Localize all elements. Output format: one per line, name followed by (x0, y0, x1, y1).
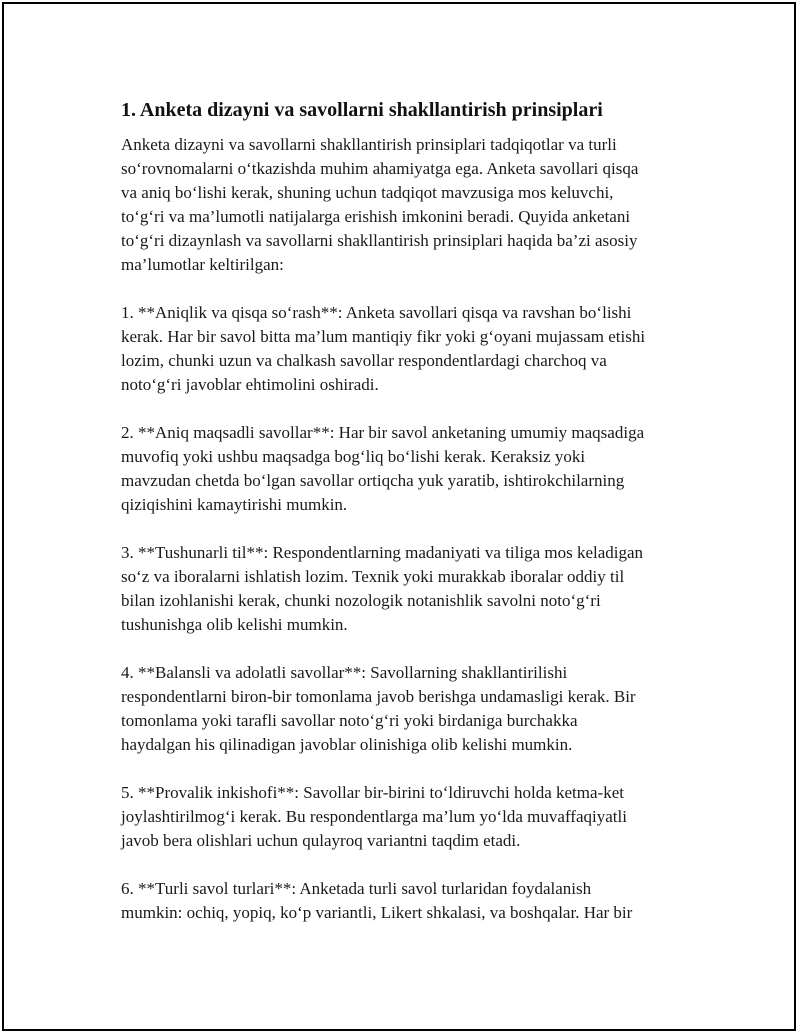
text-line: joylashtirilmog‘i kerak. Bu respondentlarga ma’lum yo‘lda muvaffaqiyatli (121, 807, 627, 826)
principle-6-paragraph (121, 877, 721, 925)
text-line: ma’lumotlar keltirilgan: (121, 255, 284, 274)
text-line: so‘rovnomalarni o‘tkazishda muhim ahamiyatga ega. Anketa savollari qisqa (121, 159, 639, 178)
text-line: 1. **Aniqlik va qisqa so‘rash**: Anketa savollari qisqa va ravshan bo‘lishi (121, 303, 632, 322)
text-line: kerak. Har bir savol bitta ma’lum mantiqiy fikr yoki g‘oyani mujassam etishi (121, 327, 646, 346)
principle-4-paragraph (121, 661, 721, 757)
document-body (121, 97, 721, 949)
text-line: tushunishga olib kelishi mumkin. (121, 615, 348, 634)
text-line: 2. **Aniq maqsadli savollar**: Har bir savol anketaning umumiy maqsadiga (121, 423, 645, 442)
text-line: 5. **Provalik inkishofi**: Savollar bir-birini to‘ldiruvchi holda ketma-ket (121, 783, 624, 802)
text-line: muvofiq yoki ushbu maqsadga bog‘liq bo‘lishi kerak. Keraksiz yoki (121, 447, 586, 466)
page-frame (2, 2, 796, 1031)
text-line: bilan izohlanishi kerak, chunki nozologik notanishlik savolni noto‘g‘ri (121, 591, 601, 610)
text-line: 4. **Balansli va adolatli savollar**: Savollarning shakllantirilishi (121, 663, 568, 682)
text-line: to‘g‘ri dizaynlash va savollarni shakllantirish prinsiplari haqida ba’zi asosiy (121, 231, 638, 250)
principle-1-paragraph (121, 301, 721, 397)
text-line: 6. **Turli savol turlari**: Anketada turli savol turlaridan foydalanish (121, 879, 592, 898)
text-line: haydalgan his qilinadigan javoblar olinishiga olib kelishi mumkin. (121, 735, 573, 754)
principle-5-paragraph (121, 781, 721, 853)
text-line: respondentlarni biron-bir tomonlama javob berishga undamasligi kerak. Bir (121, 687, 636, 706)
text-line: 3. **Tushunarli til**: Respondentlarning madaniyati va tiliga mos keladigan (121, 543, 644, 562)
text-line: so‘z va iboralarni ishlatish lozim. Texnik yoki murakkab iboralar oddiy til (121, 567, 625, 586)
page-title: 1. Anketa dizayni va savollarni shakllantirish prinsiplari (121, 99, 603, 121)
text-line: to‘g‘ri va ma’lumotli natijalarga erishish imkonini beradi. Quyida anketani (121, 207, 631, 226)
text-line: mumkin: ochiq, yopiq, ko‘p variantli, Likert shkalasi, va boshqalar. Har bir (121, 903, 633, 922)
text-line: qiziqishini kamaytirishi mumkin. (121, 495, 348, 514)
principle-3-paragraph (121, 541, 721, 637)
principle-2-paragraph (121, 421, 721, 517)
text-line: javob bera olishlari uchun qulayroq variantni taqdim etadi. (121, 831, 521, 850)
text-line: Anketa dizayni va savollarni shakllantirish prinsiplari tadqiqotlar va turli (121, 135, 617, 154)
text-line: lozim, chunki uzun va chalkash savollar respondentlardagi charchoq va (121, 351, 607, 370)
text-line: va aniq bo‘lishi kerak, shuning uchun tadqiqot mavzusiga mos keluvchi, (121, 183, 614, 202)
text-line: noto‘g‘ri javoblar ehtimolini oshiradi. (121, 375, 379, 394)
intro-paragraph (121, 133, 721, 277)
text-line: tomonlama yoki tarafli savollar noto‘g‘ri yoki birdaniga burchakka (121, 711, 578, 730)
text-line: mavzudan chetda bo‘lgan savollar ortiqcha yuk yaratib, ishtirokchilarning (121, 471, 625, 490)
